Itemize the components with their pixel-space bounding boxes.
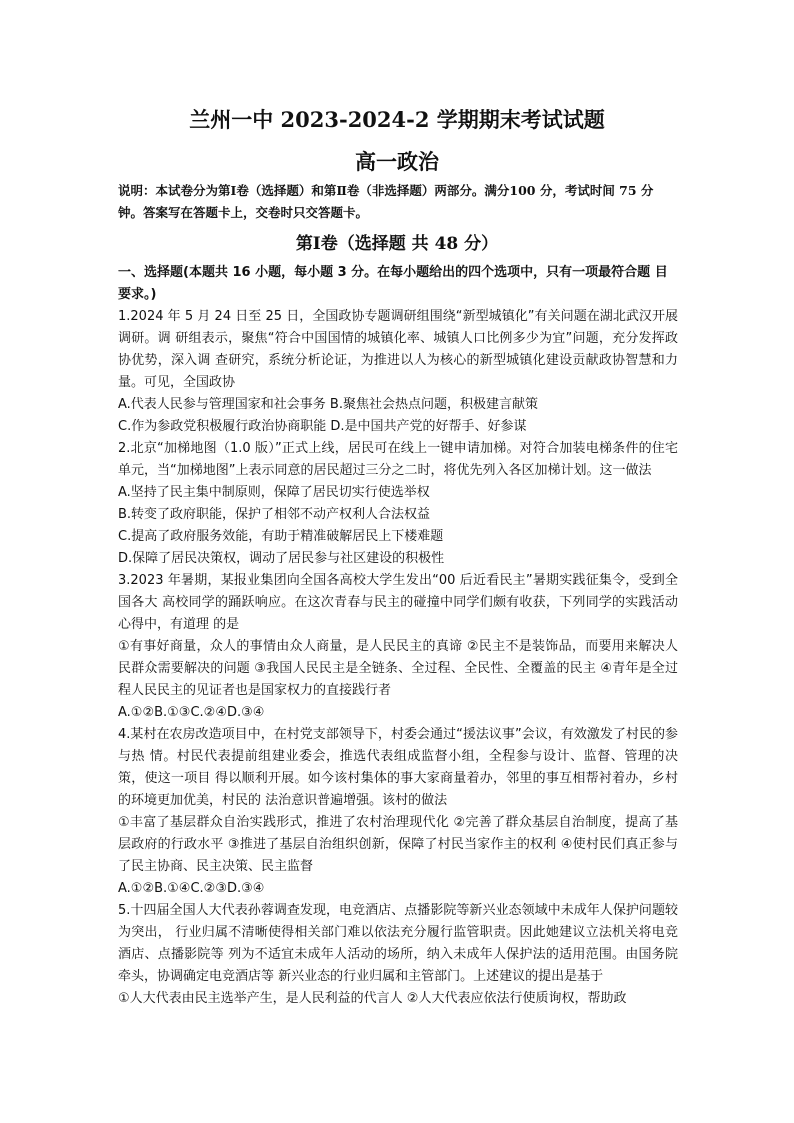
question-option: A.①②B.①④C.②③D.③④ bbox=[118, 881, 265, 896]
question-stem: 4.某村在农房改造项目中，在村党支部领导下，村委会通过“援法议事”会议，有效激发了村民的参与热 情。村民代表提前组建业委会，推选代表组成监督小组，全程参与设计、监督、管理的决策，使这一项目 得以顺利开展。如今该村集体的事大家商量着办，邻里的事互相帮衬着办，乡村的环境更加优美，村民的 法治意识普遍增强。该村的做法 bbox=[118, 727, 678, 808]
exam-subject: 高一政治 bbox=[355, 149, 439, 174]
question-option: C.作为参政党积极履行政治协商职能 D.是中国共产党的好帮手、好参谋 bbox=[118, 419, 527, 434]
question-option: A.①②B.①③C.②④D.③④ bbox=[118, 705, 265, 720]
question-5 bbox=[118, 900, 678, 1010]
question-statements: ①人大代表由民主选举产生，是人民利益的代言人 ②人大代表应依法行使质询权，帮助政 bbox=[118, 991, 627, 1006]
question-statements: ①丰富了基层群众自治实践形式，推进了农村治理现代化 ②完善了群众基层自治制度，提高了基层政府的行政水平 ③推进了基层自治组织创新，保障了村民当家作主的权利 ④使村民们真正参与了民主协商、民主决策、民主监督 bbox=[118, 815, 678, 874]
question-stem: 2.北京“加梯地图（1.0 版）”正式上线，居民可在线上一键申请加梯。对符合加装电梯条件的住宅单元，当“加梯地图”上表示同意的居民超过三分之二时，将优先列入各区加梯计划。这一做法 bbox=[118, 441, 678, 478]
question-option: B.转变了政府职能，保护了相邻不动产权利人合法权益 bbox=[118, 507, 431, 522]
question-body bbox=[118, 262, 678, 1010]
question-statements: ①有事好商量，众人的事情由众人商量，是人民民主的真谛 ②民主不是装饰品，而要用来解决人民群众需要解决的问题 ③我国人民民主是全链条、全过程、全民性、全覆盖的民主 ④青年是全过程人民民主的见证者也是国家权力的直接践行者 bbox=[118, 639, 678, 698]
question-3 bbox=[118, 570, 678, 724]
question-option: C.提高了政府服务效能，有助于精准破解居民上下楼难题 bbox=[118, 529, 444, 544]
question-stem: 1.2024 年 5 月 24 日至 25 日，全国政协专题调研组围绕“新型城镇化”有关问题在湖北武汉开展调研。调 研组表示，聚焦“符合中国国情的城镇化率、城镇人口比例多少为宜”问题，充分发挥政协优势，深入调 查研究，系统分析论证，为推进以人为核心的新型城镇化建设贡献政协智慧和力量。可见，全国政协 bbox=[118, 309, 678, 390]
section-heading: 一、选择题(本题共 16 小题，每小题 3 分。在每小题给出的四个选项中，只有一项最符合题 目要求。) bbox=[118, 265, 668, 302]
question-stem: 3.2023 年暑期，某报业集团向全国各高校大学生发出“00 后近看民主”暑期实践征集令，受到全国各大 高校同学的踊跃响应。在这次青春与民主的碰撞中同学们颇有收获，下列同学的实践活动心得中，有道理 的是 bbox=[118, 573, 678, 632]
part-title: 第Ⅰ卷（选择题 共 48 分） bbox=[295, 234, 499, 254]
question-option: D.保障了居民决策权，调动了居民参与社区建设的积极性 bbox=[118, 551, 445, 566]
question-option: A.坚持了民主集中制原则，保障了居民切实行使选举权 bbox=[118, 485, 430, 500]
question-option: A.代表人民参与管理国家和社会事务 B.聚焦社会热点问题，积极建言献策 bbox=[118, 397, 538, 412]
question-1 bbox=[118, 306, 678, 438]
exam-instructions: 说明：本试卷分为第Ⅰ卷（选择题）和第Ⅱ卷（非选择题）两部分。满分100 分，考试时间 75 分钟。答案写在答题卡上，交卷时只交答题卡。 bbox=[118, 183, 654, 220]
question-2 bbox=[118, 438, 678, 570]
question-stem: 5.十四届全国人大代表孙蓉调查发现，电竞酒店、点播影院等新兴业态领域中未成年人保护问题较为突出， 行业归属不清晰使得相关部门难以依法充分履行监管职责。因此她建议立法机关将电竞酒店、点播影院等 列为不适宜未成年人活动的场所，纳入未成年人保护法的适用范围。由国务院牵头，协调确定电竞酒店等 新兴业态的行业归属和主管部门。上述建议的提出是基于 bbox=[118, 903, 678, 984]
question-4 bbox=[118, 724, 678, 900]
exam-title: 兰州一中 2023-2024-2 学期期末考试试题 bbox=[189, 107, 605, 132]
